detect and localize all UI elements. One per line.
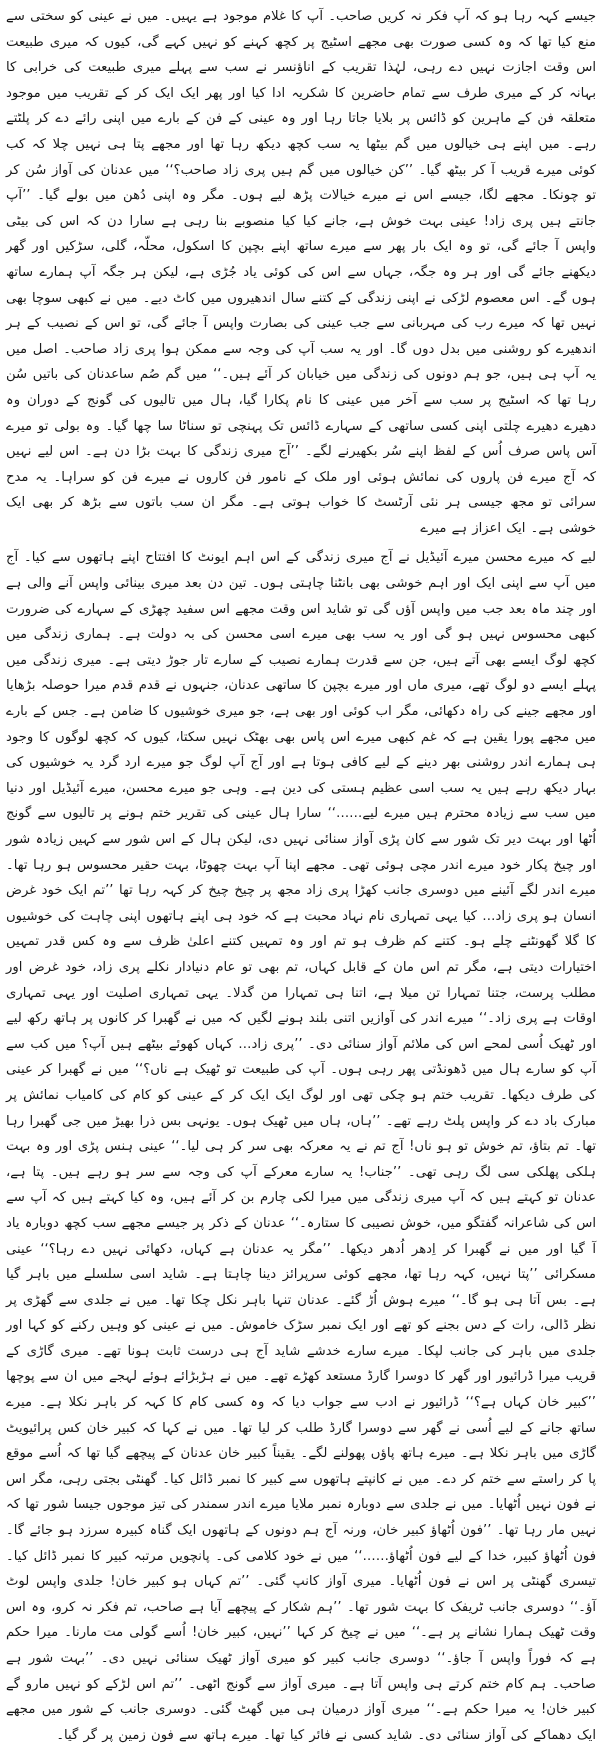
article-paragraph-2: لیے کہ میرے محسن میرے آئیڈیل نے آج میری زندگی کے اس اہم ایونٹ کا افتتاح اپنے ہاتھوں سے کیا۔ آج میں آپ سے اپنی ایک اور اہم خوشی بھی بانٹنا چاہتی ہوں۔ تین دن بعد میری بینائی واپس آنے والی ہے اور چند ماہ بعد جب میں واپس آؤں گی تو شاید اس وقت مجھے اس سفید چھڑی کے سہارے کی ضرورت کبھی محسوس نہیں ہو گی اور یہ سب بھی میرے اسی محسن کی بہ دولت ہے۔ ہماری زندگی میں کچھ لوگ ایسے بھی آتے ہیں، جن سے قدرت ہمارے نصیب کے سارے تار جوڑ دیتی ہے۔ میری زندگی میں پہلے ایسے دو لوگ تھے، میری ماں اور میرے بچپن کا ساتھی عدنان، جنہوں نے قدم قدم میرا حوصلہ بڑھایا اور مجھے جینے کی راہ دکھائی، مگر اب کوئی اور بھی ہے، جو میری خوشیوں کا ضامن ہے۔ جس کے بارے میں مجھے پورا یقین ہے کہ غم کبھی میرے اس پاس بھی بھٹک نہیں سکتا، کیوں کہ کچھ لوگوں کا وجود ہی ہمارے اندر روشنی بھر دینے کے لیے کافی ہوتا ہے اور آج آپ لوگ جو میرے ارد گرد یہ خوشیوں کی بہار دیکھ رہے ہیں یہ سب اسی عظیم ہستی کی دین ہے۔ وہی جو میرے محسن، میرے آئیڈیل اور دنیا میں سب سے زیادہ محترم ہیں میرے لیے……‘‘ سارا ہال عینی کی تقریر ختم ہونے پر تالیوں سے گونج اُٹھا اور بہت دیر تک شور سے کان پڑی آواز سنائی نہیں دی، لیکن ہال کے اس شور سے کہیں زیادہ شور اور چیخ پکار خود میرے اندر مچی ہوئی تھی۔ مجھے اپنا آپ بہت چھوٹا، بہت حقیر محسوس ہو رہا تھا۔ میرے اندر لگے آئینے میں دوسری جانب کھڑا پری زاد مجھ پر چیخ چیخ کر کہہ رہا تھا ’’تم ایک خود غرض انسان ہو پری زاد… کیا یہی تمہاری نام نہاد محبت ہے کہ خود ہی اپنے ہاتھوں اپنی چاہت کی خوشیوں کا گلا گھونٹنے چلے ہو۔ کتنے کم ظرف ہو تم اور وہ تمہیں کتنے اعلیٰ ظرف سے وہ کس قدر تمہیں اختیارات دیتی ہے، مگر تم اس مان کے قابل کہاں، تم بھی تو عام دنیادار نکلے پری زاد، خود غرض اور مطلب پرست، جتنا تمہارا تن میلا ہے، اتنا ہی تمہارا من گدلا۔ یہی تمہاری اصلیت اور یہی تمہاری اوقات ہے پری زاد۔‘‘ میرے اندر کی آوازیں اتنی بلند ہونے لگیں کہ میں نے گھبرا کر کانوں پر ہاتھ رکھ لیے اور ٹھیک اُسی لمحے اس کی ملائم آواز سنائی دی۔ ’’پری زاد… کہاں کھوئے بیٹھے ہیں آپ؟ میں کب سے آپ کو سارے ہال میں ڈھونڈتی پھر رہی ہوں۔ آپ کی طبیعت تو ٹھیک ہے ناں؟‘‘ میں نے گھبرا کر عینی کی طرف دیکھا۔ تقریب ختم ہو چکی تھی اور لوگ ایک ایک کر کے عینی کو کام کی کامیاب نمائش پر مبارک باد دے کر واپس پلٹ رہے تھے۔ ’’ہاں، ہاں میں ٹھیک ہوں۔ یونہی بس ذرا بھیڑ میں جی گھبرا رہا تھا۔ تم بتاؤ، تم خوش تو ہو ناں! آج تم نے یہ معرکہ بھی سر کر ہی لیا۔‘‘ عینی ہنس پڑی اور وہ بہت ہلکی پھلکی سی لگ رہی تھی۔ ’’جناب! یہ سارے معرکے آپ کی وجہ سے سر ہو رہے ہیں۔ پتا ہے، عدنان تو کہتے ہیں کہ آپ میری زندگی میں میرا لکی چارم بن کر آئے ہیں، وہ کیا کہتے ہیں کہ آپ سے اس کی شاعرانہ گفتگو میں، خوش نصیبی کا ستارہ۔‘‘ عدنان کے ذکر پر جیسے مجھے سب کچھ دوبارہ یاد آ گیا اور میں نے گھبرا کر اِدھر اُدھر دیکھا۔ ’’مگر یہ عدنان ہے کہاں، دکھائی نہیں دے رہا؟‘‘ عینی مسکرائی ’’پتا نہیں، کہہ رہا تھا، مجھے کوئی سرپرائز دینا چاہتا ہے۔ شاید اسی سلسلے میں باہر گیا ہے۔ بس آتا ہی ہو گا۔‘‘ میرے ہوش اُڑ گئے۔ عدنان تنہا باہر نکل چکا تھا۔ میں نے جلدی سے گھڑی پر نظر ڈالی، رات کے دس بجنے کو تھے اور ایک نمبر سڑک خاموش۔ میں نے عینی کو وہیں رکنے کو کہا اور جلدی میں باہر کی جانب لپکا۔ میرے سارے خدشے شاید آج ہی درست ثابت ہونا تھے۔ میری گاڑی کے قریب میرا ڈرائیور اور گھر کا دوسرا گارڈ مستعد کھڑے تھے۔ میں نے ہڑبڑائے ہوئے لہجے میں ان سے پوچھا ’’کبیر خان کہاں ہے؟‘‘ ڈرائیور نے ادب سے جواب دیا کہ وہ کسی کام کا کہہ کر باہر نکلا ہے۔ میرے ساتھ جانے کے لیے اُسی نے گھر سے دوسرا گارڈ طلب کر لیا تھا۔ میں نے کہا کہ کبیر خان کس پرائیویٹ گاڑی میں باہر نکلا ہے۔ میرے ہاتھ پاؤں پھولنے لگے۔ یقیناً کبیر خان عدنان کے پیچھے گیا تھا کہ اُسے موقع پا کر راستے سے ختم کر دے۔ میں نے کانپتے ہاتھوں سے کبیر کا نمبر ڈائل کیا۔ گھنٹی بجتی رہی، مگر اس نے فون نہیں اُٹھایا۔ میں نے جلدی سے دوبارہ نمبر ملایا میرے اندر سمندر کی تیز موجوں جیسا شور تھا کہ نہیں مار رہا تھا۔ ’’فون اُٹھاؤ کبیر خان، ورنہ آج ہم دونوں کے ہاتھوں ایک گناہ کبیرہ سرزد ہو جائے گا۔ فون اُٹھاؤ کبیر، خدا کے لیے فون اُٹھاؤ……‘‘ میں نے خود کلامی کی۔ پانچویں مرتبہ کبیر کا نمبر ڈائل کیا۔ تیسری گھنٹی پر اس نے فون اُٹھایا۔ میری آواز کانپ گئی۔ ’’تم کہاں ہو کبیر خان! جلدی واپس لوٹ آؤ۔‘‘ دوسری جانب ٹریفک کا بہت شور تھا۔ ’’ہم شکار کے پیچھے آیا ہے صاحب، تم فکر نہ کرو، وہ اس وقت ٹھیک ہمارا نشانے پر ہے۔‘‘ میں نے چیخ کر کہا ’’نہیں، کبیر خان! اُسے گولی مت مارنا۔ میرا حکم ہے کہ فوراً واپس آ جاؤ۔‘‘ دوسری جانب کبیر کو میری آواز ٹھیک سنائی نہیں دی۔ ’’بہت شور ہے صاحب۔ ہم کام ختم کرتے ہی واپس آتا ہے۔ میری آواز سے گونج اٹھی۔ ’’تم اس لڑکے کو نہیں مارو گے کبیر خان! یہ میرا حکم ہے۔‘‘ میری آواز درمیان ہی میں گھٹ گئی۔ دوسری جانب کے شور میں مجھے ایک دھماکے کی آواز سنائی دی۔ شاید کسی نے فائر کیا تھا۔ میرے ہاتھ سے فون زمین پر گر گیا۔: [6, 550, 596, 1743]
article-paragraph-1: جیسے کہہ رہا ہو کہ آپ فکر نہ کریں صاحب۔ آپ کا غلام موجود ہے یہیں۔ میں نے عینی کو سختی سے منع کیا تھا کہ وہ کسی صورت بھی مجھے اسٹیج پر کچھ کہنے کو نہیں کہے گی، کیوں کہ میری طبیعت اس وقت اجازت نہیں دے رہی، لہٰذا تقریب کے اناؤنسر نے سب سے پہلے میری طبیعت کی خرابی کا بہانہ کر کے میری طرف سے تمام حاضرین کا شکریہ ادا کیا اور پھر ایک ایک کر کے تقریب میں موجود متعلقہ فن کے ماہرین کو ڈائس پر بلایا جاتا رہا اور وہ عینی کے فن کے بارے میں اپنی رائے دے کر پلٹتے رہے۔ میں اپنے ہی خیالوں میں گم بیٹھا یہ سب کچھ دیکھ رہا تھا اور مجھے پتا ہی نہیں چلا کہ کب کوئی میرے قریب آ کر بیٹھ گیا۔ ’’کن خیالوں میں گم ہیں پری زاد صاحب؟‘‘ میں عدنان کی آواز سُن کر تو چونکا۔ مجھے لگا، جیسے اس نے میرے خیالات پڑھ لیے ہوں۔ مگر وہ اپنی دُھن میں بولے گیا۔ ’’آپ جانتے ہیں پری زاد! عینی بہت خوش ہے، جانے کیا کیا منصوبے بنا رہی ہے سارا دن کہ اس کی بیٹی واپس آ جائے گی، تو وہ ایک بار پھر سے میرے ساتھ اپنے بچپن کا اسکول، محلّہ، گلی، سڑکیں اور گھر دیکھنے جائے گی اور ہر وہ جگہ، جہاں سے اس کی کوئی یاد جُڑی ہے، لیکن ہر جگہ آپ ہمارے ساتھ ہوں گے۔ اس معصوم لڑکی نے اپنی زندگی کے کتنے سال اندھیروں میں کاٹ دیے۔ میں نے کبھی سوچا بھی نہیں تھا کہ میرے رب کی مہربانی سے جب عینی کی بصارت واپس آ جائے گی، تو اس کے نصیب کے ہر اندھیرے کو روشنی میں بدل دوں گا۔ اور یہ سب آپ کی وجہ سے ممکن ہوا پری زاد صاحب۔ اصل میں یہ آپ ہی ہیں، جو ہم دونوں کی زندگی میں خیابان کر آئے ہیں۔‘‘ میں گم صُم ساعدنان کی باتیں سُن رہا تھا کہ اسٹیج پر سب سے آخر میں عینی کا نام پکارا گیا، ہال میں تالیوں کی گونج کے دوران وہ دھیرے دھیرے چلتی اپنی کسی ساتھی کے سہارے ڈائس تک پہنچی تو سناٹا سا چھا گیا۔ وہ بولی تو میرے آس پاس صرف اُس کے لفظ اپنے سُر بکھیرنے لگے۔ ’’آج میری زندگی کا بہت بڑا دن ہے۔ اس لیے نہیں کہ آج میرے فن پاروں کی نمائش ہوئی اور ملک کے نامور فن کاروں نے میرے فن کو سراہا۔ یہ مدح سرائی تو مجھ جیسی ہر نئی آرٹسٹ کا خواب ہوتی ہے۔ مگر ان سب باتوں سے بڑھ کر بھی ایک خوشی ہے۔ ایک اعزاز ہے میرے: [6, 9, 596, 536]
